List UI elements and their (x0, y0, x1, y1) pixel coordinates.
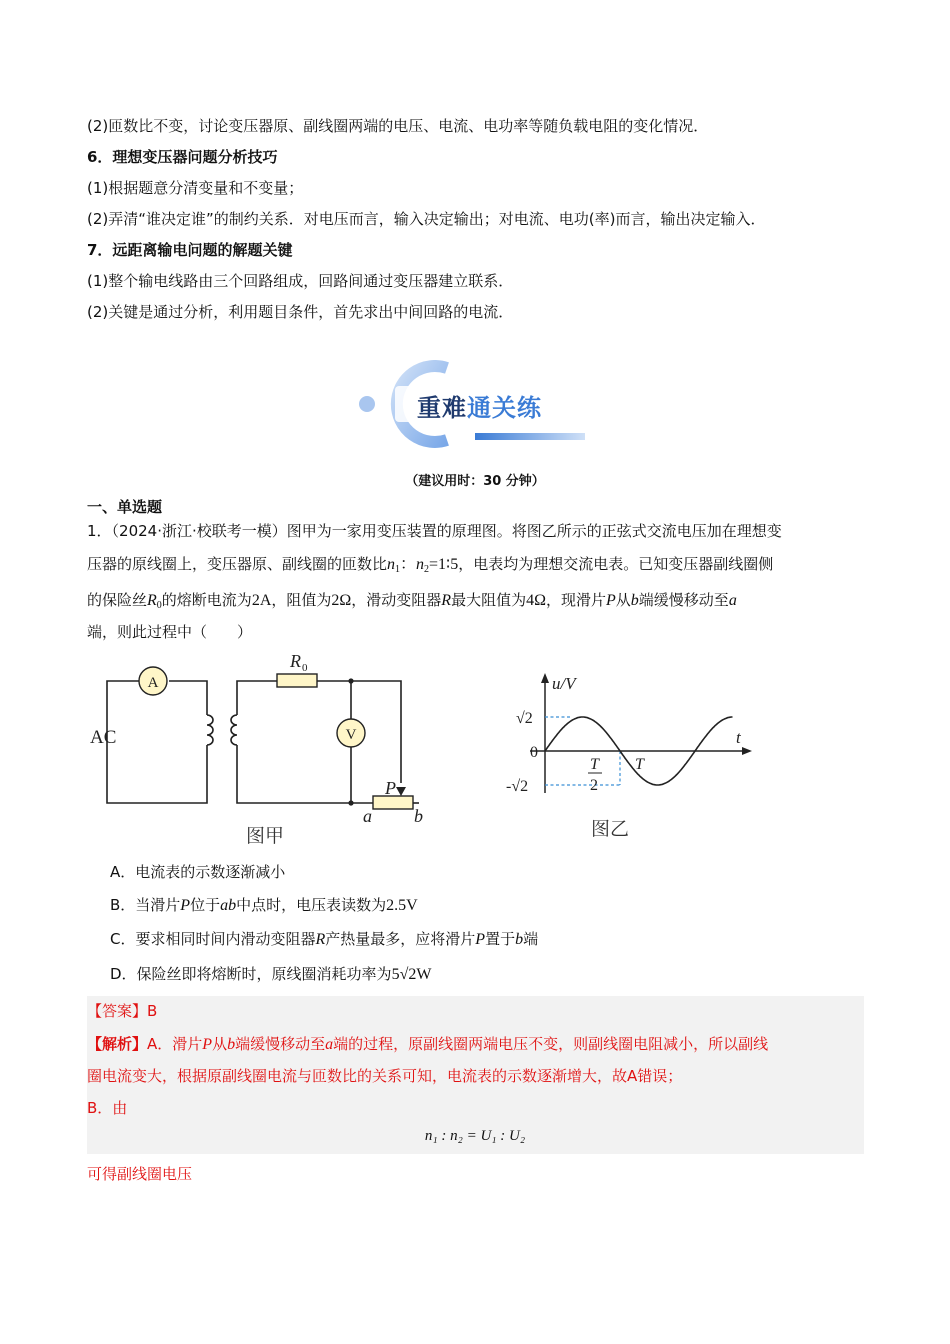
b-symbol: b (227, 1036, 236, 1053)
question-line-2 (87, 554, 773, 580)
a-symbol: a (325, 1036, 334, 1053)
r0-symbol: $R_0$ (147, 592, 162, 611)
voltmeter-label: V (345, 727, 357, 743)
y-axis-arrow-icon (541, 673, 549, 683)
question-text: 的保险丝 (87, 591, 148, 609)
fuse-current: 2A (251, 592, 272, 609)
b-symbol: b (630, 592, 639, 609)
explanation-text: 端缓慢移动至 (235, 1035, 326, 1053)
answer-label: 【答案】B (87, 1002, 158, 1020)
explanation-text: A．滑片 (147, 1035, 203, 1053)
p-symbol: P (202, 1036, 213, 1053)
y-axis-label: u/V (552, 674, 576, 693)
rheostat-max: 4Ω (526, 592, 546, 609)
b-symbol: b (515, 931, 524, 948)
question-text: 压器的原线圈上，变压器原、副线圈的匝数比 (87, 555, 388, 573)
option-b[interactable] (110, 895, 418, 916)
colon: ： (400, 556, 417, 573)
explanation-line-1 (87, 1034, 768, 1055)
option-text: B．当滑片 (110, 896, 181, 914)
p-symbol: P (606, 592, 616, 609)
section-6-item-2: (2)弄清“谁决定谁”的制约关系．对电压而言，输入决定输出；对电流、电功(率)而言，输出决定输入． (87, 210, 766, 228)
section-6-item-1: (1)根据题意分清变量和不变量； (87, 179, 304, 197)
ammeter-label: A (147, 675, 159, 691)
banner-title-blue: 通关练 (467, 394, 542, 422)
x-axis-arrow-icon (742, 747, 752, 755)
tick-label-zero: 0 (530, 744, 538, 761)
junction-dot (348, 800, 353, 805)
option-text: 端 (523, 930, 539, 948)
point-2-line: (2)匝数比不变，讨论变压器原、副线圈两端的电压、电流、电功率等随负载电阻的变化情况． (87, 117, 709, 135)
question-line-4: 端，则此过程中（ ） (87, 623, 253, 641)
figure-yi-caption: 图乙 (590, 818, 630, 840)
explanation-tail: 可得副线圈电压 (87, 1165, 193, 1183)
option-c[interactable] (110, 929, 538, 950)
fuse-resistor (277, 674, 317, 687)
tick-label-half-t-denominator: 2 (590, 777, 598, 794)
question-text: 图甲为一家用变压装置的原理图。将图乙所示的正弦式交流电压加在理想变 (286, 522, 782, 540)
r-symbol: R (441, 592, 452, 609)
explanation-label: 【解析】 (87, 1035, 148, 1053)
fuse-resistance: 2Ω (331, 592, 352, 609)
section-heading: 一、单选题 (87, 498, 163, 516)
tick-label-half-t-numerator: T (590, 756, 599, 773)
junction-dot (348, 678, 353, 683)
explanation-text: 端的过程，原副线圈两端电压不变，则副线圈电阻减小，所以副线 (333, 1035, 769, 1053)
x-axis-label: t (736, 728, 741, 747)
option-text: C．要求相同时间内滑动变阻器 (110, 930, 316, 948)
question-text: 最大阻值为 (451, 591, 527, 609)
question-line-1 (87, 521, 782, 541)
end-a-label: a (363, 806, 372, 826)
banner-title (417, 388, 542, 423)
option-d[interactable] (110, 964, 431, 985)
question-text: ，阻值为 (271, 591, 332, 609)
time-hint: （建议用时：30 分钟） (405, 474, 545, 489)
slider-p-label: P (385, 778, 396, 798)
turns-ratio: =1∶5 (429, 556, 459, 573)
tick-label-negative: -√2 (506, 778, 529, 795)
section-6-title: 6．理想变压器问题分析技巧 (87, 148, 278, 166)
n2-symbol: $n_2$ (416, 556, 430, 575)
tick-label-positive: √2 (516, 710, 533, 727)
n1-symbol: $n_1$ (387, 556, 401, 575)
p-symbol: P (180, 897, 191, 914)
option-text: 位于 (190, 896, 221, 914)
question-text: ，电表均为理想交流电表。已知变压器副线圈侧 (458, 555, 774, 573)
tick-label-t: T (635, 756, 644, 773)
question-text: 从 (615, 591, 631, 609)
option-a[interactable]: A．电流表的示数逐渐减小 (110, 863, 286, 881)
ab-symbol: ab (220, 897, 237, 914)
option-text: 中点时，电压表读数为 (236, 896, 387, 914)
ratio-formula: n₁ : n₂ = U₁ : U₂ (424, 1128, 526, 1144)
ac-label: AC (90, 727, 117, 748)
question-text: 的熔断电流为 (161, 591, 252, 609)
question-text: 端缓慢移动至 (638, 591, 729, 609)
power-value: 5√2W (391, 966, 432, 983)
voltage-value: 2.5V (386, 897, 418, 914)
question-line-3 (87, 590, 737, 616)
option-text: 置于 (485, 930, 516, 948)
circuit-diagram (85, 645, 445, 850)
section-7-title: 7．远距离输电问题的解题关键 (87, 241, 293, 259)
explanation-line-3: B．由 (87, 1099, 128, 1117)
question-text: ，滑动变阻器 (351, 591, 442, 609)
section-7-item-1: (1)整个输电线路由三个回路组成，回路间通过变压器建立联系． (87, 272, 514, 290)
r0-label: R (290, 651, 301, 671)
explanation-text: 从 (212, 1035, 228, 1053)
p-symbol: P (475, 931, 486, 948)
r-symbol: R (315, 931, 326, 948)
explanation-line-2: 圈电流变大，根据原副线圈电流与匝数比的关系可知，电流表的示数逐渐增大，故A错误； (87, 1067, 683, 1085)
section-7-item-2: (2)关键是通过分析，利用题目条件，首先求出中间回路的电流． (87, 303, 514, 321)
section-banner (355, 360, 595, 450)
sine-wave-graph (500, 665, 765, 845)
figure-jia-caption: 图甲 (245, 825, 285, 847)
question-source: （2024·浙江·校联考一模） (111, 522, 287, 540)
end-b-label: b (414, 806, 423, 826)
r0-sub-label: 0 (302, 662, 308, 674)
banner-title-dark: 重难 (417, 394, 467, 422)
option-text: D．保险丝即将熔断时，原线圈消耗功率为 (110, 965, 392, 983)
a-symbol: a (728, 592, 737, 609)
option-text: 产热量最多，应将滑片 (325, 930, 476, 948)
question-text: ，现滑片 (545, 591, 606, 609)
slider-arrow-icon (396, 787, 406, 796)
question-number: 1． (87, 522, 112, 540)
